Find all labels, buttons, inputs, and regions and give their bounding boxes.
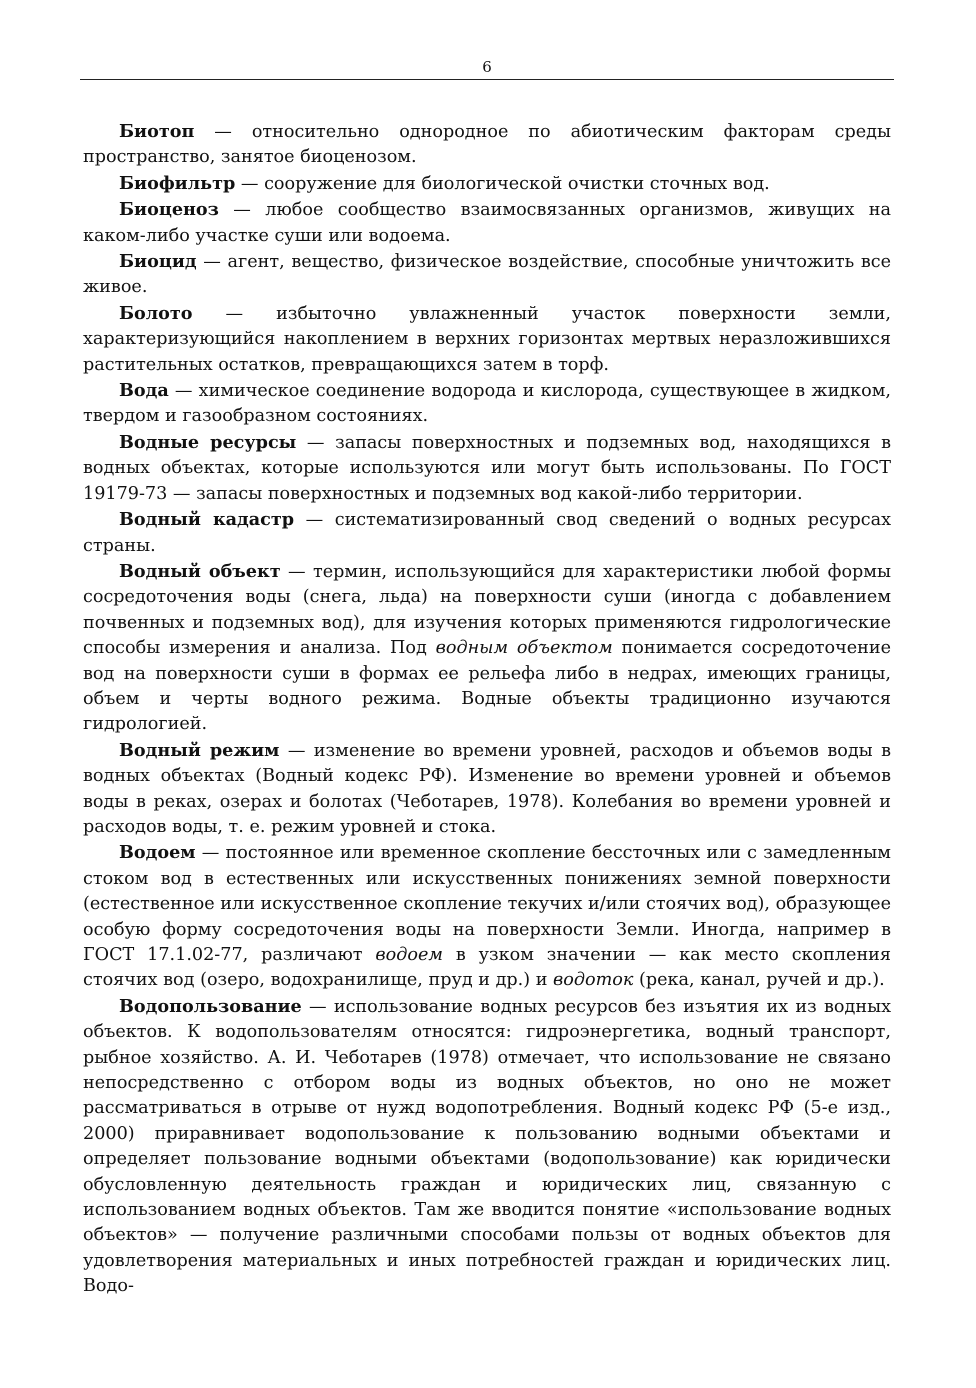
glossary-entry [83,301,891,378]
definition-text: (река, канал, ручей и др.). [633,970,885,991]
definition-text: — термин, использующийся для характеристики любой формы сосредоточения воды (снега, льда) на поверхности суши (иногда с добавлением почвенных и подземных вод), для изучения которых применяются гидрологические способы измерения и анализа. Под [83,561,891,659]
definition-text: понимается сосредоточение вод на поверхности суши в формах ее рельефа либо в недрах, имеющих границы, объем и черты водного режима. Водные объекты традиционно изучаются гидрологией. [83,638,891,735]
glossary-term: Биоцид [119,251,197,273]
emphasized-term: водоток [553,970,634,991]
glossary-term: Водные ресурсы [119,431,297,453]
glossary-term: Биотоп [119,121,195,142]
glossary-term: Вода [119,380,169,402]
glossary-entry [83,840,891,993]
definition-text: — агент, вещество, физическое воздействие, способные уничтожить все живое. [83,252,891,298]
definition-text: — избыточно увлажненный участок поверхности земли, характеризующийся накоплением в верхних горизонтах мертвых неразложившихся растительных остатков, превращающихся затем в торф. [83,303,891,375]
definition-text: — постоянное или временное скопление бессточных или с замедленным стоком вод в естественных или искусственных понижениях земной поверхности (естественное или искусственное скопление текучих и/или стоячих вод), образующее особую форму сосредоточения воды на поверхности Земли. Иногда, например в ГОСТ 17.1.02-77, различают [83,843,891,965]
glossary-body [83,119,891,1300]
definition-text: — сооружение для биологической очистки сточных вод. [235,173,770,194]
glossary-term: Биоценоз [119,199,219,221]
glossary-entry [83,249,891,301]
glossary-term: Водопользование [119,995,302,1017]
definition-text: — использование водных ресурсов без изъятия их из водных объектов. К водопользователям относятся: гидроэнергетика, водный транспорт, рыбное хозяйство. А. И. Чеботарев (1978) отмечает, что использование не связано непосредственно с отбором воды из водных объектов, но оно не может рассматриваться в отрыве от нужд водопотребления. Водный кодекс РФ (5-е изд., 2000) приравнивает водопользование к пользованию водными объектами и определяет пользование водными объектами (водопользование) как юридически обусловленную деятельность граждан и юридических лиц, связанную с использованием водных объектов. Там же вводится понятие «использование водных объектов» — получение различными способами пользы от водных объектов для удовлетворения материальных и иных потребностей граждан и юридических лиц. Водо- [83,996,891,1297]
glossary-entry [83,430,891,507]
glossary-entry [83,378,891,430]
header-rule [80,79,894,80]
glossary-term: Водный кадастр [119,509,295,531]
glossary-term: Болото [119,302,193,324]
definition-text: — химическое соединение водорода и кислорода, существующее в жидком, твердом и газообразном состояниях. [83,381,891,427]
glossary-entry [83,197,891,249]
glossary-entry [83,738,891,841]
definition-text: — любое сообщество взаимосвязанных организмов, живущих на каком-либо участке суши или водоема. [83,200,891,246]
glossary-entry [83,994,891,1300]
definition-text: — изменение во времени уровней, расходов и объемов воды в водных объектах (Водный кодекс РФ). Изменение во времени уровней и объемов воды в реках, озерах и болотах (Чеботарев, 1978). Колебания во времени уровней и расходов воды, т. е. режим уровней и стока. [83,740,891,837]
emphasized-term: водоем [375,945,443,965]
glossary-term: Биофильтр [119,172,236,194]
glossary-entry [83,171,891,197]
glossary-term: Водный объект [119,560,281,582]
emphasized-term: водным объектом [435,638,613,659]
glossary-term: Водный режим [119,739,280,761]
definition-text: — систематизированный свод сведений о водных ресурсах страны. [83,510,891,556]
glossary-entry [83,507,891,559]
glossary-term: Водоем [119,842,196,864]
glossary-entry [83,559,891,738]
glossary-entry [83,119,891,171]
page-number: 6 [482,58,492,76]
definition-text: — запасы поверхностных и подземных вод, находящихся в водных объектах, которые используются или могут быть использованы. По ГОСТ 19179-73 — запасы поверхностных и подземных вод какой-либо территории. [83,432,891,504]
definition-text: — относительно однородное по абиотическим факторам среды пространство, занятое биоценозом. [83,122,891,168]
definition-text: в узком значении — как место скопления стоячих вод (озеро, водохранилище, пруд и др.) и [83,945,892,991]
